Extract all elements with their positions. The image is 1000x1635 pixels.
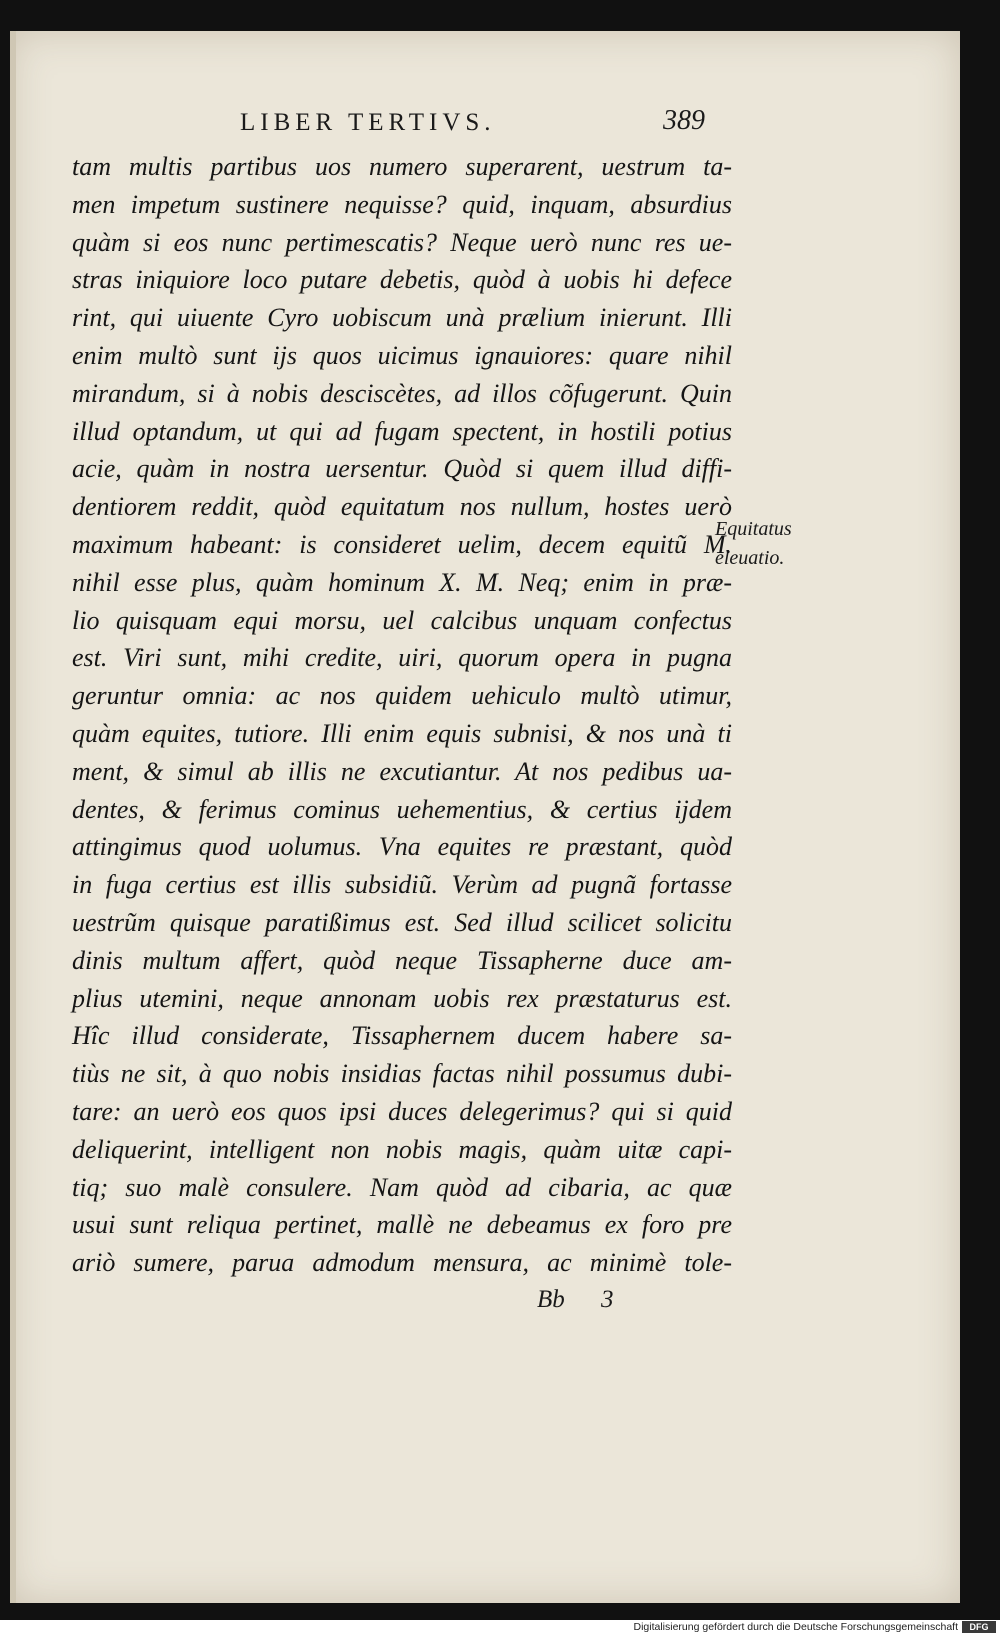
text-line: enim multò sunt ijs quos uicimus ignauiores: quare nihil	[72, 340, 732, 370]
text-block	[72, 148, 732, 1282]
text-line: est. Viri sunt, mihi credite, uiri, quorum opera in pugna	[72, 643, 732, 673]
text-line: Hîc illud considerate, Tissaphernem ducem habere sa-	[72, 1021, 732, 1051]
text-line: tiq; suo malè consulere. Nam quòd ad cibaria, ac quæ	[72, 1172, 732, 1202]
text-line: quàm si eos nunc pertimescatis? Neque uerò nunc res ue-	[72, 227, 732, 257]
text-line: geruntur omnia: ac nos quidem uehiculo multò utimur,	[72, 681, 732, 711]
marginal-note-line: eleuatio.	[715, 547, 785, 569]
text-line: tam multis partibus uos numero superarent, uestrum ta-	[72, 152, 732, 181]
text-line: quàm equites, tutiore. Illi enim equis subnisi, & nos unà ti	[72, 718, 732, 748]
text-line: dentes, & ferimus cominus uehementius, & certius ijdem	[72, 794, 732, 824]
text-line: ment, & simul ab illis ne excutiantur. At nos pedibus ua-	[72, 756, 732, 786]
book-page	[10, 31, 960, 1603]
text-line: men impetum sustinere nequisse? quid, inquam, absurdius	[72, 189, 732, 219]
text-line: plius utemini, neque annonam uobis rex præstaturus est.	[72, 983, 732, 1013]
text-line: usui sunt reliqua pertinet, mallè ne debeamus ex foro pre	[72, 1210, 732, 1240]
text-line: maximum habeant: is consideret uelim, decem equitũ M.	[72, 529, 732, 559]
marginal-note	[715, 515, 792, 573]
text-line: dinis multum affert, quòd neque Tissapherne duce am-	[72, 945, 732, 975]
dfg-logo-icon: DFG	[962, 1621, 996, 1633]
text-line: nihil esse plus, quàm hominum X. M. Neq; enim in præ-	[72, 567, 732, 597]
text-line: dentiorem reddit, quòd equitatum nos nullum, hostes uerò	[72, 492, 732, 522]
page-number: 389	[663, 105, 705, 136]
running-head: LIBER TERTIVS.	[240, 109, 496, 136]
funding-credit: Digitalisierung gefördert durch die Deutsche Forschungsgemeinschaft	[633, 1621, 958, 1633]
text-line: attingimus quod uolumus. Vna equites re præstant, quòd	[72, 832, 732, 862]
footer-bar	[0, 1620, 1000, 1635]
text-line: lio quisquam equi morsu, uel calcibus unquam confectus	[72, 605, 732, 635]
text-line: acie, quàm in nostra uersentur. Quòd si quem illud diffi-	[72, 454, 732, 484]
text-line: uestrũm quisque paratißimus est. Sed illud scilicet solicitu	[72, 907, 732, 937]
text-line: deliquerint, intelligent non nobis magis, quàm uitæ capi-	[72, 1134, 732, 1164]
text-line: rint, qui uiuente Cyro uobiscum unà prælium inierunt. Illi	[72, 303, 732, 333]
text-line: tiùs ne sit, à quo nobis insidias factas nihil possumus dubi-	[72, 1059, 732, 1089]
marginal-note-line: Equitatus	[715, 518, 792, 540]
text-line: in fuga certius est illis subsidiũ. Verùm ad pugnã fortasse	[72, 870, 732, 900]
text-line: mirandum, si à nobis desciscètes, ad illos cõfugerunt. Quin	[72, 378, 732, 408]
text-line: tare: an uerò eos quos ipsi duces delegerimus? qui si quid	[72, 1096, 732, 1126]
text-line: illud optandum, ut qui ad fugam spectent, in hostili potius	[72, 416, 732, 446]
signature-mark: Bb 3	[537, 1286, 614, 1313]
text-line: stras iniquiore loco putare debetis, quòd à uobis hi defece	[72, 265, 732, 295]
page-edge	[10, 31, 16, 1603]
text-line: ariò sumere, parua admodum mensura, ac minimè tole-	[72, 1248, 732, 1278]
